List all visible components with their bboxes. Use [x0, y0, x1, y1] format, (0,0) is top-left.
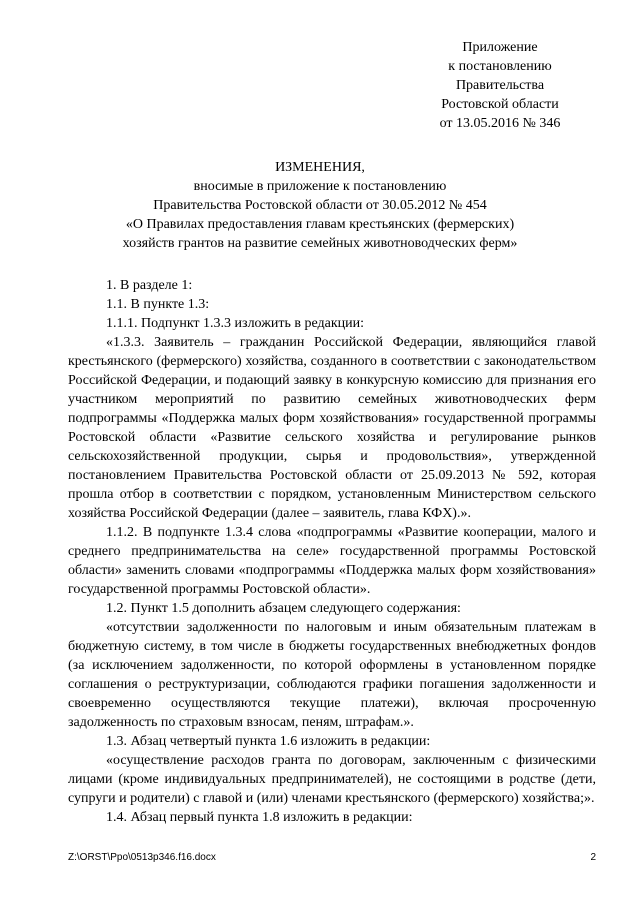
appendix-line: от 13.05.2016 № 346 [439, 116, 561, 131]
page-number: 2 [590, 852, 596, 863]
appendix-line: Приложение [462, 40, 538, 55]
document-body [68, 276, 596, 827]
heading-line: Правительства Ростовской области от 30.05.2012 № 454 [153, 198, 487, 213]
paragraph: «осуществление расходов гранта по договорам, заключенным с физическими лицами (кроме индивидуальных предпринимателей), не состоящими в родстве (дети, супруги и родители) с главой и (или) членами крестьянского (фермерского) хозяйства;». [68, 753, 596, 806]
heading-line: хозяйств грантов на развитие семейных животноводческих ферм» [122, 236, 518, 251]
heading-line: «О Правилах предоставления главам крестьянских (фермерских) [125, 217, 515, 232]
paragraph: 1.4. Абзац первый пункта 1.8 изложить в редакции: [106, 810, 413, 825]
appendix-line: Ростовской области [441, 97, 559, 112]
paragraph: 1.3. Абзац четвертый пункта 1.6 изложить в редакции: [106, 734, 431, 749]
paragraph: 1.1.2. В подпункте 1.3.4 слова «подпрограммы «Развитие кооперации, малого и среднего предпринимательства на селе» государственной программы Ростовской области» заменить словами «подпрограммы «Поддержка малых форм хозяйствования» государственной программы Ростовской области». [68, 525, 596, 597]
appendix-block [400, 38, 600, 133]
appendix-line: к постановлению [448, 59, 552, 74]
paragraph: «отсутствии задолженности по налоговым и иным обязательным платежам в бюджетную систему, в том числе в бюджеты государственных внебюджетных фондов (за исключением задолженности, по которой оформлены в установленном порядке соглашения о реструктуризации, соблюдаются графики погашения задолженности и своевременно осуществляются текущие платежи), включая просроченную задолженность по страховым взносам, пеням, штрафам.». [68, 620, 596, 730]
paragraph: 1. В разделе 1: [106, 278, 193, 293]
heading-title: ИЗМЕНЕНИЯ, [275, 160, 365, 175]
paragraph: 1.1. В пункте 1.3: [106, 297, 210, 312]
appendix-line: Правительства [455, 78, 545, 93]
paragraph: 1.1.1. Подпункт 1.3.3 изложить в редакции: [106, 316, 365, 331]
paragraph: «1.3.3. Заявитель – гражданин Российской Федерации, являющийся главой крестьянского (фермерского) хозяйства, созданного в соответствии с законодательством Российской Федерации, и подающий заявку в конкурсную комиссию для признания его участником мероприятий по развитию семейных животноводческих ферм подпрограммы «Поддержка малых форм хозяйствования» государственной программы Ростовской области «Развитие сельского хозяйства и регулирование рынков сельскохозяйственной продукции, сырья и продовольствия», утвержденной постановлением Правительства Ростовской области от 25.09.2013 № 592, которая прошла отбор в соответствии с порядком, установленным Министерством сельского хозяйства Российской Федерации (далее – заявитель, глава КФХ).». [68, 335, 596, 521]
paragraph: 1.2. Пункт 1.5 дополнить абзацем следующего содержания: [106, 601, 461, 616]
footer-file-path: Z:\ORST\Ppo\0513p346.f16.docx [68, 852, 216, 863]
document-heading [40, 158, 600, 253]
heading-line: вносимые в приложение к постановлению [193, 179, 447, 194]
